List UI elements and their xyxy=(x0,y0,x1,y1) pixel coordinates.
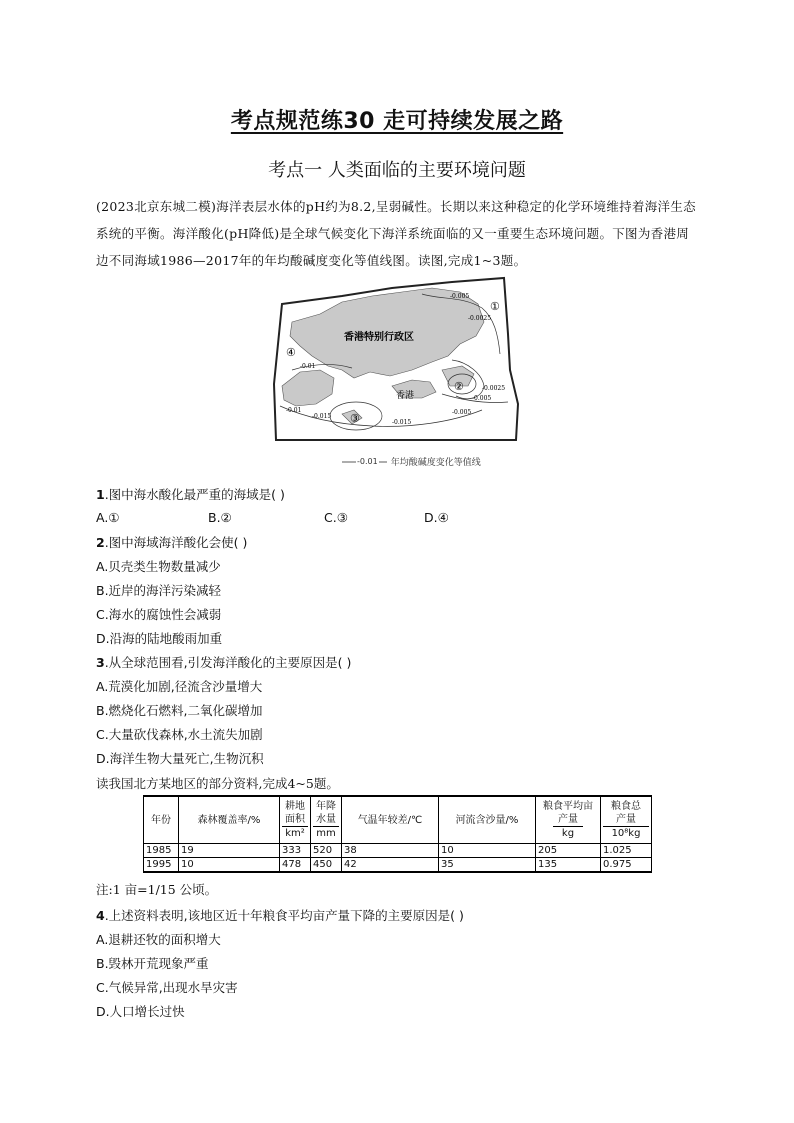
header-year: 年份 xyxy=(144,796,179,844)
header-arable-label: 耕地面积 xyxy=(285,801,305,825)
header-yield xyxy=(536,796,601,844)
isoline-label: -0.0025 xyxy=(482,385,506,392)
header-arable-unit: km² xyxy=(282,826,308,840)
header-total xyxy=(601,796,652,844)
question-stem: .上述资料表明,该地区近十年粮食平均亩产量下降的主要原因是( ) xyxy=(104,908,464,923)
marker-1: ① xyxy=(490,300,500,313)
question-3 xyxy=(96,653,351,671)
table-row xyxy=(144,858,652,873)
header-yield-unit: kg xyxy=(553,826,583,840)
question-number: 3 xyxy=(96,655,105,670)
header-total-unit: 10⁸kg xyxy=(603,826,649,840)
cell-year: 1985 xyxy=(144,844,179,858)
cell-temp: 38 xyxy=(342,844,439,858)
option-a: A.① xyxy=(96,510,120,525)
isoline-label: -0.005 xyxy=(452,409,472,416)
option-c: C.气候异常,出现水旱灾害 xyxy=(96,980,238,995)
isoline-label: -0.015 xyxy=(392,419,412,426)
isoline-label: -0.01 xyxy=(286,407,302,414)
header-forest: 森林覆盖率/% xyxy=(179,796,280,844)
option-d: D.沿海的陆地酸雨加重 xyxy=(96,631,223,646)
option-a: A.荒漠化加剧,径流含沙量增大 xyxy=(96,679,263,694)
table-header-row xyxy=(144,796,652,844)
city-label: 香港 xyxy=(396,391,415,401)
question-number: 4 xyxy=(96,908,105,923)
cell-total: 0.975 xyxy=(601,858,652,873)
option-d: D.人口增长过快 xyxy=(96,1004,185,1019)
intro-paragraph: (2023北京东城二模)海洋表层水体的pH约为8.2,呈弱碱性。长期以来这种稳定的化学环境维持着海洋生态系统的平衡。海洋酸化(pH降低)是全球气候变化下海洋系统面临的又一重要生态环境问题。下图为香港周边不同海域1986—2017年的年均酸碱度变化等值线图。读图,完成1~3题。 xyxy=(96,199,696,268)
option-d: D.海洋生物大量死亡,生物沉积 xyxy=(96,751,264,766)
header-rain-label: 年降水量 xyxy=(316,801,336,825)
cell-yield: 135 xyxy=(536,858,601,873)
question-4 xyxy=(96,906,464,924)
cell-total: 1.025 xyxy=(601,844,652,858)
cell-forest: 19 xyxy=(179,844,280,858)
cell-forest: 10 xyxy=(179,858,280,873)
legend-isoline-symbol xyxy=(342,457,387,466)
option-b: B.燃烧化石燃料,二氧化碳增加 xyxy=(96,703,263,718)
isoline-label: -0.015 xyxy=(312,413,332,420)
hongkong-acidification-map xyxy=(272,274,520,444)
question-number: 2 xyxy=(96,535,105,550)
marker-4: ④ xyxy=(286,346,296,359)
question-1 xyxy=(96,485,285,503)
isoline-label: -0.01 xyxy=(300,363,316,370)
reading-prompt: 读我国北方某地区的部分资料,完成4~5题。 xyxy=(96,776,339,791)
cell-sediment: 10 xyxy=(439,844,536,858)
header-temp: 气温年较差/℃ xyxy=(342,796,439,844)
legend-value: -0.01 xyxy=(357,457,378,466)
section-subtitle: 考点一 人类面临的主要环境问题 xyxy=(268,160,526,181)
option-c: C.大量砍伐森林,水土流失加剧 xyxy=(96,727,263,742)
isoline-label: -0.0025 xyxy=(468,315,492,322)
question-stem: .从全球范围看,引发海洋酸化的主要原因是( ) xyxy=(104,655,352,670)
question-stem: .图中海水酸化最严重的海域是( ) xyxy=(104,487,285,502)
cell-arable: 333 xyxy=(280,844,311,858)
page-title: 考点规范练30 走可持续发展之路 xyxy=(230,109,564,134)
isoline-label: -0.005 xyxy=(450,293,470,300)
region-label: 香港特别行政区 xyxy=(344,332,414,343)
cell-rain: 520 xyxy=(311,844,342,858)
map-legend xyxy=(342,455,481,468)
cell-yield: 205 xyxy=(536,844,601,858)
cell-temp: 42 xyxy=(342,858,439,873)
marker-2: ② xyxy=(454,380,464,393)
option-a: A.贝壳类生物数量减少 xyxy=(96,559,221,574)
option-d: D.④ xyxy=(424,510,449,525)
isoline-label: -0.005 xyxy=(472,395,492,402)
table-note: 注:1 亩=1/15 公顷。 xyxy=(96,882,218,897)
table-row xyxy=(144,844,652,858)
cell-year: 1995 xyxy=(144,858,179,873)
marker-3: ③ xyxy=(350,412,360,425)
option-b: B.近岸的海洋污染减轻 xyxy=(96,583,222,598)
option-c: C.③ xyxy=(324,510,348,525)
header-arable xyxy=(280,796,311,844)
cell-arable: 478 xyxy=(280,858,311,873)
question-stem: .图中海域海洋酸化会使( ) xyxy=(104,535,248,550)
option-b: B.毁林开荒现象严重 xyxy=(96,956,209,971)
cell-sediment: 35 xyxy=(439,858,536,873)
header-rain xyxy=(311,796,342,844)
legend-text: 年均酸碱度变化等值线 xyxy=(390,458,481,468)
question-number: 1 xyxy=(96,487,105,502)
question-2 xyxy=(96,533,247,551)
option-b: B.② xyxy=(208,510,232,525)
region-data-table xyxy=(143,795,652,873)
header-yield-label: 粮食平均亩产量 xyxy=(543,801,593,825)
header-sediment: 河流含沙量/% xyxy=(439,796,536,844)
option-c: C.海水的腐蚀性会减弱 xyxy=(96,607,222,622)
option-a: A.退耕还牧的面积增大 xyxy=(96,932,221,947)
header-rain-unit: mm xyxy=(313,826,339,840)
cell-rain: 450 xyxy=(311,858,342,873)
header-total-label: 粮食总产量 xyxy=(611,801,641,825)
